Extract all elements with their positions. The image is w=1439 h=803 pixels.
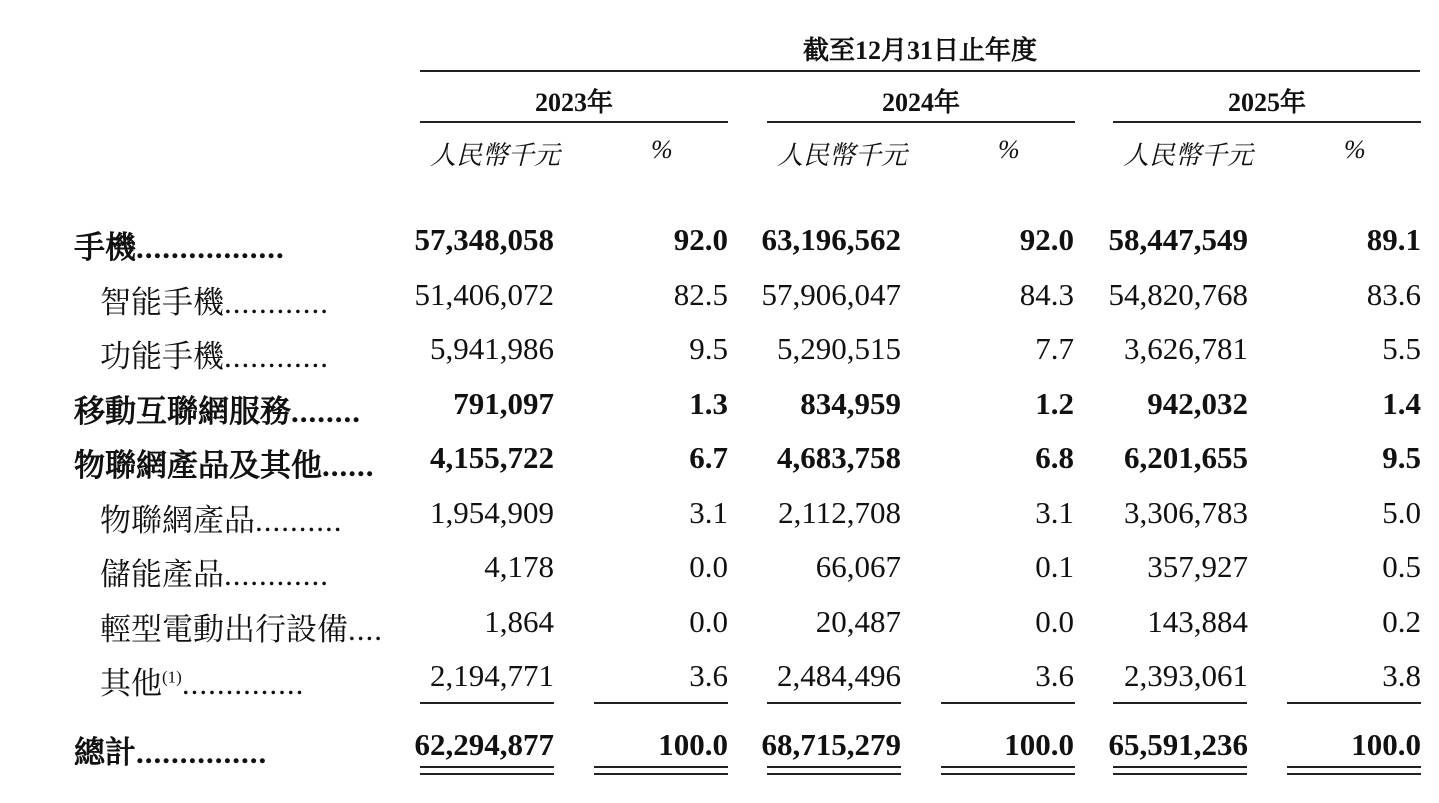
subtotal-rule <box>420 702 554 704</box>
cell-percent-2023: 0.0 <box>689 549 728 584</box>
table-row <box>0 432 1439 486</box>
cell-amount-2024: 63,196,562 <box>761 222 901 257</box>
total-double-rule <box>767 773 901 775</box>
unit-percent-2024: % <box>998 135 1020 164</box>
cell-amount-2025: 357,927 <box>1147 549 1248 584</box>
cell-percent-2025: 9.5 <box>1382 440 1421 475</box>
cell-amount-2025: 54,820,768 <box>1108 276 1248 312</box>
unit-percent-2023: % <box>651 135 673 164</box>
cell-percent-2023: 0.0 <box>689 603 728 639</box>
cell-amount-2025: 58,447,549 <box>1108 222 1248 257</box>
year-header-2025: 2025年 <box>1227 88 1306 117</box>
table-row <box>0 541 1439 595</box>
total-double-rule <box>1113 773 1247 775</box>
cell-amount-2024: 57,906,047 <box>761 276 901 312</box>
cell-percent-2024: 3.1 <box>1035 494 1074 530</box>
cell-amount-2024: 5,290,515 <box>777 331 901 366</box>
cell-percent-2024: 1.2 <box>1035 385 1074 421</box>
year-rule-2024 <box>767 121 1075 123</box>
row-label-text: 物聯網產品 <box>100 502 255 538</box>
year-header-2023: 2023年 <box>534 88 613 117</box>
cell-percent-2023: 82.5 <box>673 276 728 312</box>
total-double-rule <box>1113 766 1247 768</box>
cell-amount-2023: 1,864 <box>484 603 554 639</box>
cell-percent-2023: 92.0 <box>673 222 728 257</box>
table-row <box>0 214 1439 268</box>
table-row <box>0 650 1439 704</box>
cell-percent-2023: 6.7 <box>689 440 728 475</box>
period-header: 截至12月31日止年度 <box>802 36 1037 65</box>
leader-dots: ........ <box>291 393 361 429</box>
leader-dots: .......... <box>255 502 343 538</box>
row-label-text: 手機 <box>74 230 136 265</box>
cell-percent-2023: 100.0 <box>658 727 728 762</box>
row-label <box>74 222 285 267</box>
unit-rmb-2024: 人民幣千元 <box>777 141 908 170</box>
cell-percent-2025: 5.5 <box>1382 331 1421 366</box>
cell-percent-2025: 1.4 <box>1382 385 1421 421</box>
cell-amount-2024: 66,067 <box>815 549 901 584</box>
row-label-text: 輕型電動出行設備 <box>100 611 348 647</box>
cell-percent-2023: 3.6 <box>689 658 728 693</box>
cell-amount-2024: 2,112,708 <box>778 494 901 530</box>
row-label-text: 其他 <box>100 666 162 701</box>
leader-dots: ............ <box>224 339 329 374</box>
cell-percent-2025: 83.6 <box>1366 276 1421 312</box>
subtotal-rule <box>941 702 1075 704</box>
leader-dots: ...... <box>322 448 375 483</box>
cell-percent-2024: 7.7 <box>1035 331 1074 366</box>
table-row <box>0 323 1439 377</box>
cell-amount-2025: 65,591,236 <box>1108 727 1248 762</box>
total-double-rule <box>1287 766 1421 768</box>
cell-percent-2023: 1.3 <box>689 385 728 421</box>
cell-amount-2023: 5,941,986 <box>430 331 554 366</box>
row-label-text: 功能手機 <box>100 339 224 374</box>
row-label-text: 移動互聯網服務 <box>74 393 291 429</box>
cell-amount-2025: 3,626,781 <box>1124 331 1248 366</box>
unit-rmb-2025: 人民幣千元 <box>1123 141 1254 170</box>
total-double-rule <box>594 766 728 768</box>
cell-amount-2025: 6,201,655 <box>1124 440 1248 475</box>
leader-dots: ................. <box>136 230 285 265</box>
cell-amount-2024: 20,487 <box>815 603 901 639</box>
cell-percent-2025: 0.5 <box>1382 549 1421 584</box>
year-rule-2025 <box>1113 121 1421 123</box>
row-label <box>100 658 304 703</box>
cell-amount-2024: 68,715,279 <box>761 727 901 762</box>
year-header-2024: 2024年 <box>881 88 960 117</box>
total-double-rule <box>1287 773 1421 775</box>
row-label-text: 儲能產品 <box>100 557 224 592</box>
total-double-rule <box>420 773 554 775</box>
cell-percent-2025: 0.2 <box>1382 603 1421 639</box>
row-label-text: 總計 <box>74 735 136 770</box>
total-double-rule <box>941 766 1075 768</box>
cell-amount-2023: 2,194,771 <box>430 658 554 693</box>
total-double-rule <box>420 766 554 768</box>
leader-dots: ............... <box>136 735 268 770</box>
cell-amount-2024: 2,484,496 <box>777 658 901 693</box>
row-label <box>100 277 329 322</box>
cell-amount-2024: 4,683,758 <box>777 440 901 475</box>
leader-dots: ............ <box>224 284 329 320</box>
total-double-rule <box>941 773 1075 775</box>
row-label <box>74 440 375 485</box>
row-label <box>100 604 383 649</box>
cell-percent-2024: 100.0 <box>1004 727 1074 762</box>
row-label <box>100 495 343 540</box>
unit-percent-2025: % <box>1344 135 1366 164</box>
year-rule-2023 <box>420 121 728 123</box>
cell-percent-2023: 3.1 <box>689 494 728 530</box>
total-row <box>0 719 1439 773</box>
row-label <box>74 727 267 772</box>
cell-percent-2025: 89.1 <box>1366 222 1421 257</box>
cell-percent-2025: 3.8 <box>1382 658 1421 693</box>
row-label <box>100 331 329 376</box>
table-row <box>0 596 1439 650</box>
cell-percent-2025: 100.0 <box>1351 727 1421 762</box>
table-row <box>0 487 1439 541</box>
row-label-text: 智能手機 <box>100 284 224 320</box>
cell-amount-2023: 62,294,877 <box>414 727 554 762</box>
cell-percent-2024: 84.3 <box>1019 276 1074 312</box>
cell-amount-2023: 1,954,909 <box>430 494 554 530</box>
subtotal-rule <box>1287 702 1421 704</box>
row-label <box>74 386 361 431</box>
cell-percent-2025: 5.0 <box>1382 494 1421 530</box>
cell-amount-2024: 834,959 <box>800 385 901 421</box>
table-row <box>0 378 1439 432</box>
row-label-text: 物聯網產品及其他 <box>74 448 322 483</box>
footnote-marker: (1) <box>162 667 182 687</box>
leader-dots: .... <box>348 611 383 647</box>
cell-amount-2025: 942,032 <box>1147 385 1248 421</box>
subtotal-rule <box>1113 702 1247 704</box>
cell-amount-2023: 57,348,058 <box>414 222 554 257</box>
cell-amount-2023: 791,097 <box>453 385 554 421</box>
table-row <box>0 269 1439 323</box>
cell-amount-2023: 51,406,072 <box>414 276 554 312</box>
cell-amount-2025: 2,393,061 <box>1124 658 1248 693</box>
cell-percent-2024: 0.0 <box>1035 603 1074 639</box>
cell-percent-2024: 6.8 <box>1035 440 1074 475</box>
cell-percent-2024: 0.1 <box>1035 549 1074 584</box>
leader-dots: .............. <box>181 666 305 701</box>
row-label <box>100 549 329 594</box>
total-double-rule <box>767 766 901 768</box>
cell-amount-2025: 3,306,783 <box>1124 494 1248 530</box>
leader-dots: ............ <box>224 557 329 592</box>
cell-percent-2024: 3.6 <box>1035 658 1074 693</box>
cell-percent-2023: 9.5 <box>689 331 728 366</box>
total-double-rule <box>594 773 728 775</box>
cell-amount-2023: 4,155,722 <box>430 440 554 475</box>
unit-rmb-2023: 人民幣千元 <box>430 141 561 170</box>
subtotal-rule <box>767 702 901 704</box>
cell-amount-2023: 4,178 <box>484 549 554 584</box>
cell-amount-2025: 143,884 <box>1147 603 1248 639</box>
period-header-rule <box>420 70 1420 72</box>
cell-percent-2024: 92.0 <box>1019 222 1074 257</box>
subtotal-rule <box>594 702 728 704</box>
